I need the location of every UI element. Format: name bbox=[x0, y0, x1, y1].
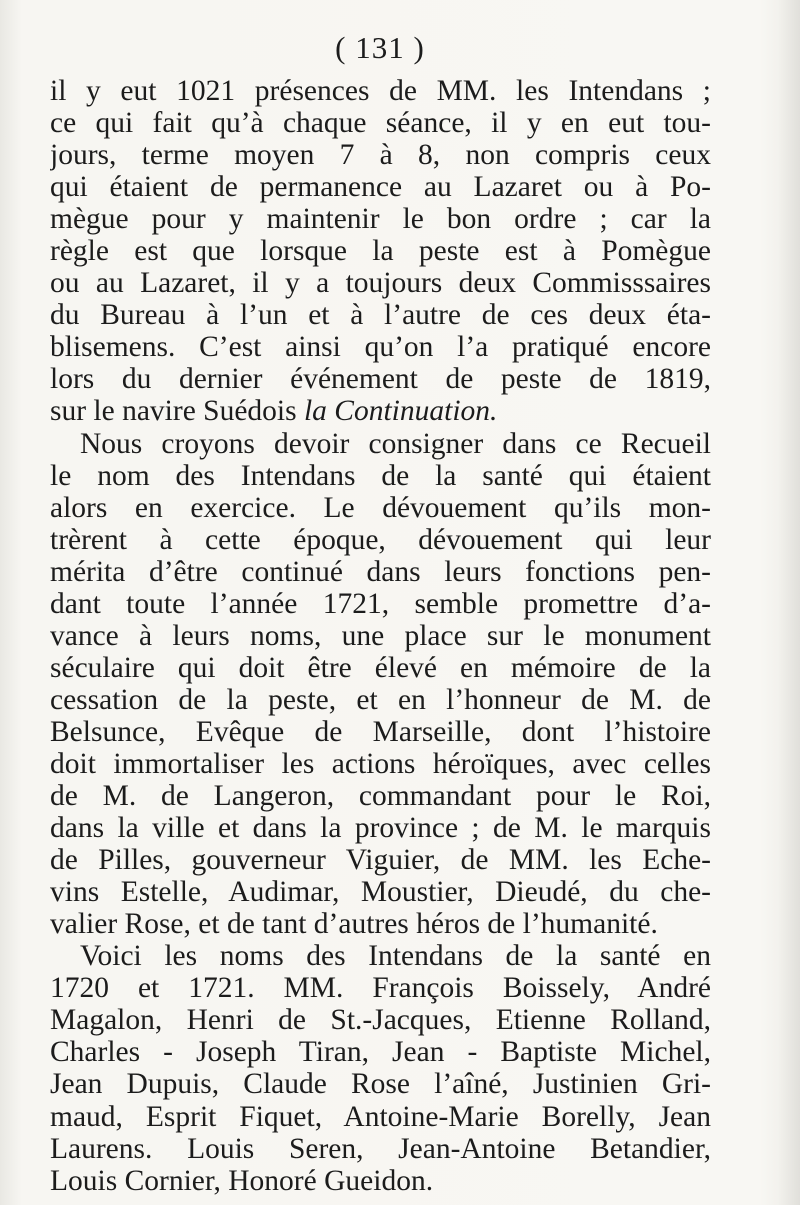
text-line: Charles - Joseph Tiran, Jean - Baptiste Michel, bbox=[50, 1036, 711, 1069]
text-line: Belsunce, Evêque de Marseille, dont l’histoire bbox=[50, 715, 711, 748]
text-line: cessation de la peste, et en l’honneur de M. de bbox=[50, 683, 711, 716]
paragraph-start-line: Voici les noms des Intendans de la santé en bbox=[80, 940, 711, 973]
text-line: ou au Lazaret, il y a toujours deux Commisssaires bbox=[50, 267, 711, 300]
text-line: de M. de Langeron, commandant pour le Roi, bbox=[50, 780, 711, 813]
text-line: de Pilles, gouverneur Viguier, de MM. les Eche- bbox=[50, 844, 711, 877]
text-line: vins Estelle, Audimar, Moustier, Dieudé, du che- bbox=[50, 876, 711, 909]
page-edge-shadow bbox=[778, 0, 800, 1205]
text-line: Louis Cornier, Honoré Gueidon. bbox=[50, 1164, 434, 1197]
page-number: ( 131 ) bbox=[335, 30, 425, 65]
text-line: séculaire qui doit être élevé en mémoire de la bbox=[50, 651, 711, 684]
text-line: trèrent à cette époque, dévouement qui leur bbox=[50, 523, 711, 556]
text-line: 1720 et 1721. MM. François Boissely, André bbox=[50, 972, 711, 1005]
text-line: dant toute l’année 1721, semble promettre d’a- bbox=[50, 587, 711, 620]
text-line: ce qui fait qu’à chaque séance, il y en eut tou- bbox=[50, 107, 711, 140]
text-line: du Bureau à l’un et à l’autre de ces deux éta- bbox=[50, 299, 711, 332]
paragraph-start-line: Nous croyons devoir consigner dans ce Recueil bbox=[80, 427, 711, 460]
text-fragment: sur le navire Suédois bbox=[50, 395, 304, 428]
text-line: maud, Esprit Fiquet, Antoine-Marie Borelly, Jean bbox=[50, 1100, 711, 1133]
text-line: jours, terme moyen 7 à 8, non compris ceux bbox=[50, 139, 711, 172]
page-body-text bbox=[50, 75, 711, 1197]
text-line-with-italic-title bbox=[50, 395, 711, 427]
text-line: lors du dernier événement de peste de 1819, bbox=[50, 363, 711, 396]
text-line: mérita d’être continué dans leurs fonctions pen- bbox=[50, 555, 711, 588]
text-line: dans la ville et dans la province ; de M. le marquis bbox=[50, 812, 711, 845]
text-line: le nom des Intendans de la santé qui étaient bbox=[50, 459, 711, 492]
text-line: Laurens. Louis Seren, Jean-Antoine Betandier, bbox=[50, 1132, 711, 1165]
text-line: doit immortaliser les actions héroïques, avec celles bbox=[50, 747, 711, 780]
text-line: alors en exercice. Le dévouement qu’ils mon- bbox=[50, 491, 711, 524]
text-line: blisemens. C’est ainsi qu’on l’a pratiqué encore bbox=[50, 331, 711, 364]
text-line: règle est que lorsque la peste est à Pomègue bbox=[50, 235, 711, 268]
text-line: Magalon, Henri de St.-Jacques, Etienne Rolland, bbox=[50, 1004, 711, 1037]
text-line: qui étaient de permanence au Lazaret ou à Po- bbox=[50, 171, 711, 204]
text-line: valier Rose, et de tant d’autres héros de l’humanité. bbox=[50, 908, 658, 941]
text-line: Jean Dupuis, Claude Rose l’aîné, Justinien Gri- bbox=[50, 1068, 711, 1101]
ship-name-italic: la Continuation. bbox=[303, 395, 498, 428]
text-line: vance à leurs noms, une place sur le monument bbox=[50, 619, 711, 652]
text-line: il y eut 1021 présences de MM. les Intendans ; bbox=[50, 75, 711, 107]
text-line: mègue pour y maintenir le bon ordre ; car la bbox=[50, 203, 711, 236]
